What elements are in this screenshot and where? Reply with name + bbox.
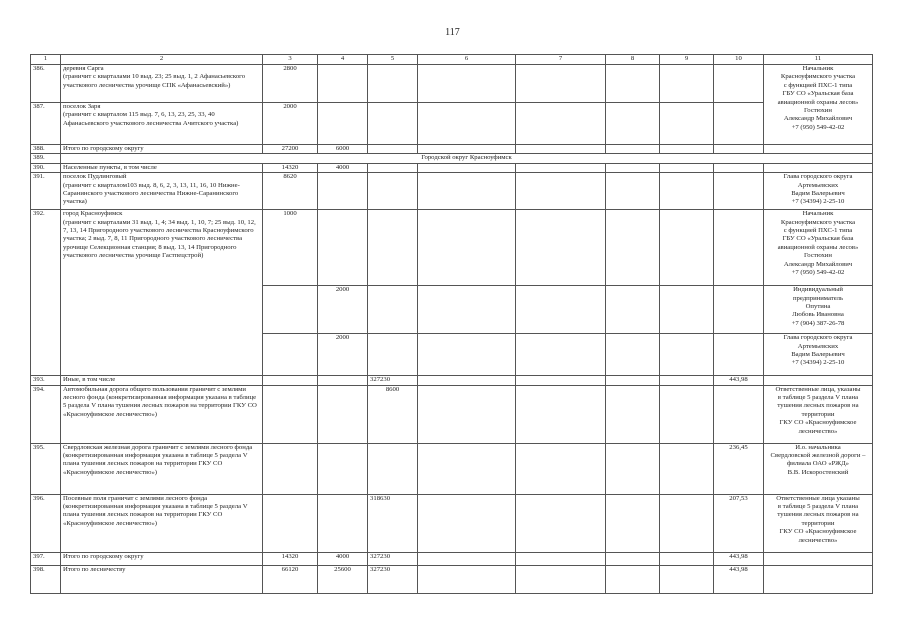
total-label: Итого по городскому округу: [61, 552, 263, 565]
responsible-line: Красноуфимского участка: [780, 73, 856, 81]
cell-col4: 4000: [318, 552, 368, 565]
table-row: [31, 494, 873, 552]
cell-col3: 27200: [263, 145, 318, 154]
infrastructure-description: Свердловская железная дорога граничит с землями лесного фонда (конкретизированная информация указана в таблице 5 раздела V плана тушения лесных пожаров на территории ГКУ СО «Красноуфимское лесничество»): [61, 443, 263, 494]
table-row: [31, 565, 873, 593]
responsible-line: Глава городского округа: [783, 173, 853, 181]
row-number: 386.: [31, 65, 61, 103]
column-header: 8: [606, 55, 660, 65]
cell-col10: 443,98: [714, 552, 764, 565]
responsible-line: в таблице 5 раздела V плана: [777, 503, 859, 511]
row-number: 388.: [31, 145, 61, 154]
responsible-line: тушения лесных пожаров на: [777, 402, 859, 410]
responsible-cell: [764, 443, 873, 494]
responsible-line: филиала ОАО «РЖД»: [786, 460, 850, 468]
settlement-description: (граничит с кварталами 10 выд. 23; 25 выд. 1, 2 Афанасьевского участкового лесничества урочище СПК «Афанасьевский»): [63, 73, 246, 89]
responsible-line: авиационной охраны лесов»: [777, 243, 859, 251]
table-row: [31, 385, 873, 443]
total-label: Итого по лесничеству: [61, 565, 263, 593]
responsible-line: Красноуфимского участка: [780, 218, 856, 226]
responsible-line: тушения лесных пожаров на: [777, 511, 859, 519]
column-header: 2: [61, 55, 263, 65]
responsible-line: Вадим Валерьевич: [791, 351, 845, 359]
column-header: 1: [31, 55, 61, 65]
responsible-line: Любовь Ивановна: [792, 311, 844, 319]
table-row: [31, 552, 873, 565]
responsible-line: ГКУ СО «Красноуфимское: [779, 419, 857, 427]
cell-col3: 14320: [263, 552, 318, 565]
responsible-line: Гостюхин: [804, 107, 832, 115]
row-number: 392.: [31, 210, 61, 376]
row-number: 398.: [31, 565, 61, 593]
row-number: 396.: [31, 494, 61, 552]
row-number: 394.: [31, 385, 61, 443]
responsible-cell: [764, 286, 873, 334]
settlement-name: поселок Пудлинговый: [63, 173, 127, 181]
column-header: 5: [368, 55, 418, 65]
cell-col5: 327230: [368, 376, 418, 385]
settlement-description: (граничит с кварталом 115 выд. 7, 6, 13, 23, 25, 33, 40 Афанасьевского участкового лесничества Ачитского участка): [63, 111, 239, 127]
responsible-line: ГБУ СО «Уральская база: [782, 90, 854, 98]
responsible-line: +7 (950) 549-42-02: [791, 123, 845, 131]
cell-col4: 6000: [318, 145, 368, 154]
responsible-line: предприниматель: [792, 294, 844, 302]
cell-col5: 8600: [368, 385, 418, 443]
responsible-line: авиационной охраны лесов»: [777, 98, 859, 106]
cell-col5: 327230: [368, 552, 418, 565]
responsible-cell: [764, 334, 873, 376]
cell-col3: 1000: [263, 210, 318, 286]
column-header: 6: [418, 55, 516, 65]
responsible-line: Артемьевских: [797, 181, 839, 189]
table-row: [31, 163, 873, 172]
responsible-line: Опутина: [805, 303, 831, 311]
responsible-cell: [764, 210, 873, 286]
cell-col5: 327230: [368, 565, 418, 593]
responsible-line: +7 (950) 549-42-02: [791, 269, 845, 277]
responsible-line: Индивидуальный: [793, 286, 843, 294]
table-row: [31, 210, 873, 286]
responsible-line: территории: [801, 519, 835, 527]
cell-col5: 318630: [368, 494, 418, 552]
cell-col3: 2000: [263, 103, 318, 145]
responsible-line: Александр Михайлович: [783, 115, 853, 123]
table-row: [31, 103, 873, 145]
table-row: [31, 173, 873, 210]
region-title: Городской округ Красноуфимск: [61, 154, 873, 163]
responsible-line: Ответственные лица указаны: [776, 494, 860, 502]
responsible-line: ГКУ СО «Красноуфимское: [779, 528, 857, 536]
responsible-line: Александр Михайлович: [783, 260, 853, 268]
settlement-name: поселок Заря: [63, 103, 101, 110]
responsible-line: территории: [801, 410, 835, 418]
responsible-line: И.о. начальника: [795, 443, 841, 451]
row-number: 391.: [31, 173, 61, 210]
responsible-cell: [764, 494, 873, 552]
table-row: [31, 145, 873, 154]
row-number: 393.: [31, 376, 61, 385]
responsible-line: Начальник: [802, 210, 834, 218]
table-row: [31, 65, 873, 103]
cell-col10: 443,98: [714, 376, 764, 385]
responsible-line: Артемьевских: [797, 342, 839, 350]
group-label: Населенные пункты, в том числе: [61, 163, 263, 172]
cell-col10: 207,53: [714, 494, 764, 552]
total-label: Итого по городскому округу: [61, 145, 263, 154]
cell-col3: 66120: [263, 565, 318, 593]
column-header: 3: [263, 55, 318, 65]
column-header-row: [31, 55, 873, 65]
responsible-cell: [764, 385, 873, 443]
responsible-line: лесничество»: [798, 427, 838, 435]
group-label: Иные, в том числе: [61, 376, 263, 385]
responsible-line: +7 (34394) 2-25-10: [791, 198, 845, 206]
page-number: 117: [445, 27, 460, 38]
responsible-line: Вадим Валерьевич: [791, 190, 845, 198]
cell-col3: 8620: [263, 173, 318, 210]
column-header: 9: [660, 55, 714, 65]
column-header: 7: [516, 55, 606, 65]
settlement-cell: [61, 103, 263, 145]
responsible-line: ГБУ СО «Уральская база: [782, 235, 854, 243]
cell-col10: 443,98: [714, 565, 764, 593]
responsible-line: Глава городского округа: [783, 334, 853, 342]
settlement-description: (граничит с кварталами 31 выд. 1, 4; 34 выд. 1, 10, 7; 25 выд. 10, 12, 7, 13, 14 Пригородного участкового лесничества Красноуфимского участка; 2 выд. 7, 8, 11 Пригородного участкового лесничества урочище Селекционная станция; 8 выд. 13, 14 Пригородного участкового лесничества урочище Гастпецстрой): [63, 218, 256, 260]
infrastructure-description: Посевные поля граничат с землями лесного фонда (конкретизированная информация указана в таблице 5 раздела V плана тушения лесных пожаров на территории ГКУ СО «Красноуфимское лесничество»): [61, 494, 263, 552]
responsible-line: с функцией ПХС-1 типа: [783, 81, 853, 89]
responsible-line: +7 (34394) 2-25-10: [791, 359, 845, 367]
settlement-cell: [61, 173, 263, 210]
responsible-line: лесничество»: [798, 536, 838, 544]
responsible-line: В.В. Искоростенский: [787, 468, 849, 476]
table-row: [31, 376, 873, 385]
column-header: 10: [714, 55, 764, 65]
responsible-cell: [764, 173, 873, 210]
column-header: 11: [764, 55, 873, 65]
settlement-description: (граничит с кварталом103 выд. 8, 6, 2, 3, 13, 11, 16, 10 Нижне-Саранинского участкового лесничества Нижне-Саранинского участка): [63, 181, 240, 206]
settlement-cell: [61, 65, 263, 103]
table-row: [31, 443, 873, 494]
responsible-line: Свердловской железной дороги –: [770, 452, 866, 460]
settlement-name: город Красноуфимск: [63, 210, 123, 218]
cell-col4: 4000: [318, 163, 368, 172]
cell-col10: 236,45: [714, 443, 764, 494]
row-number: 389.: [31, 154, 61, 163]
responsible-line: в таблице 5 раздела V плана: [777, 394, 859, 402]
row-number: 390.: [31, 163, 61, 172]
row-number: 387.: [31, 103, 61, 145]
cell-col4: 2000: [318, 286, 368, 334]
settlement-name: деревня Сарга: [63, 65, 104, 72]
cell-col3: 14320: [263, 163, 318, 172]
infrastructure-description: Автомобильная дорога общего пользования граничит с землями лесного фонда (конкретизированная информация указана в таблице 5 раздела V плана тушения лесных пожаров на территории ГКУ СО «Красноуфимское лесничество»): [61, 385, 263, 443]
table-row: [31, 154, 873, 163]
row-number: 395.: [31, 443, 61, 494]
forest-fire-table: [30, 54, 873, 594]
cell-col4: 2000: [318, 334, 368, 376]
row-number: 397.: [31, 552, 61, 565]
cell-col3: 2800: [263, 65, 318, 103]
responsible-line: +7 (904) 387-26-78: [791, 319, 845, 327]
responsible-line: с функцией ПХС-1 типа: [783, 227, 853, 235]
settlement-cell: [61, 210, 263, 376]
responsible-line: Гостюхин: [804, 252, 832, 260]
responsible-cell: [764, 65, 873, 145]
responsible-line: Ответственные лица, указаны: [775, 385, 861, 393]
responsible-line: Начальник: [802, 65, 834, 72]
cell-col4: 25600: [318, 565, 368, 593]
column-header: 4: [318, 55, 368, 65]
